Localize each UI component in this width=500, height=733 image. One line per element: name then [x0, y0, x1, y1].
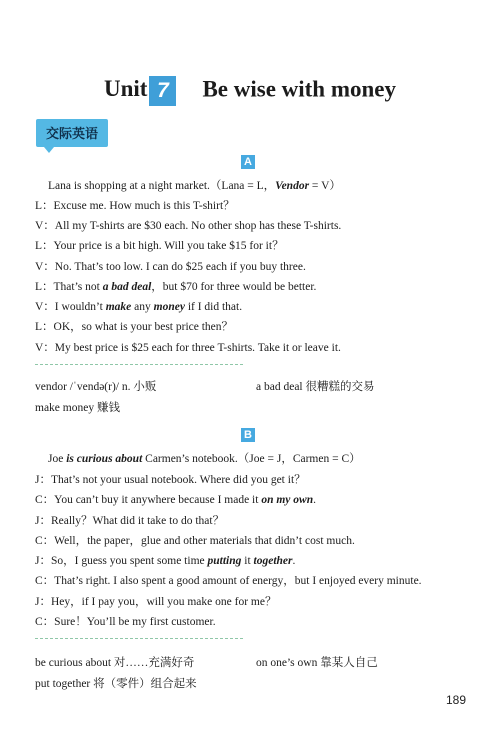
dialogue-line: J：Hey，if I pay you，will you make one for me？ [35, 596, 277, 608]
intro-text: Lana is shopping at a night market.（Lana = L， [48, 180, 276, 192]
dialogue-line: C：That’s right. I also spent a good amount of energy，but I enjoyed every minute. [35, 575, 422, 587]
line-text: V：I wouldn’t [35, 301, 106, 313]
dialogue-line: L：Excuse me. How much is this T-shirt？ [35, 200, 235, 212]
vocab-item [256, 654, 378, 670]
vocab-item [35, 675, 197, 691]
divider [35, 638, 243, 639]
dialogue-line: L：Your price is a bit high. Will you take $15 for it？ [35, 240, 284, 252]
vocab-text: on one’s own 靠某人自己 [256, 657, 378, 669]
dialogue-line: L：OK，so what is your best price then？ [35, 321, 234, 333]
key-phrase: make [105, 301, 132, 313]
vocab-text: be curious about 对……充满好奇 [35, 657, 195, 669]
intro-text-end: Carmen’s notebook.（Joe = J，Carmen = C） [142, 453, 361, 465]
dialogue-line [35, 278, 316, 294]
unit-title [0, 76, 500, 106]
dialogue-a-badge: A [241, 155, 255, 169]
dialogue-line: V：All my T-shirts are $30 each. No other shop has these T-shirts. [35, 220, 342, 232]
dialogue-line: C：Well，the paper，glue and other materials that didn’t cost much. [35, 535, 355, 547]
line-text: it [241, 555, 254, 567]
key-phrase: on my own [261, 494, 314, 506]
key-phrase: putting [207, 555, 242, 567]
line-text: . [292, 555, 296, 567]
dialogue-line [35, 552, 295, 568]
dialogue-line: V：No. That’s too low. I can do $25 each if you buy three. [35, 261, 306, 273]
key-phrase: is curious about [66, 453, 143, 465]
unit-word: Unit [103, 76, 148, 102]
vocab-item [256, 378, 375, 394]
line-text: . [313, 494, 316, 506]
dialogue-line [35, 298, 242, 314]
vocab-text: a bad deal 很糟糕的交易 [256, 381, 375, 393]
section-label: 交际英语 [36, 119, 108, 147]
dialogue-line: V：My best price is $25 each for three T-shirts. Take it or leave it. [35, 342, 341, 354]
dialogue-a-intro [48, 177, 341, 193]
vocab-item [35, 378, 156, 394]
dialogue-line: C：Sure！You’ll be my first customer. [35, 616, 216, 628]
intro-text-end: = V） [309, 180, 341, 192]
line-text: L：That’s not [35, 281, 103, 293]
line-text: if I did that. [184, 301, 243, 313]
divider [35, 364, 243, 365]
line-text: ，but $70 for three would be better. [151, 281, 317, 293]
line-text: any [131, 301, 154, 313]
vocab-item [35, 399, 120, 415]
line-text: C：You can’t buy it anywhere because I made it [35, 494, 262, 506]
line-text: J：So，I guess you spent some time [35, 555, 208, 567]
vocab-text: vendor /ˈvendə(r)/ n. 小贩 [35, 381, 157, 393]
dialogue-line: J：Really？What did it take to do that？ [35, 515, 225, 527]
intro-text: Joe [48, 453, 67, 465]
dialogue-b-badge: B [241, 428, 255, 442]
key-phrase: a bad deal [102, 281, 152, 293]
vocab-item [35, 654, 194, 670]
dialogue-line [35, 491, 316, 507]
intro-keyword: Vendor [275, 180, 310, 192]
page-number: 189 [446, 693, 467, 707]
dialogue-b-intro [48, 450, 361, 466]
vocab-text: put together 将（零件）组合起来 [35, 678, 197, 690]
key-phrase: together [253, 555, 293, 567]
vocab-text: make money 赚钱 [35, 402, 120, 414]
unit-name: Be wise with money [202, 76, 397, 102]
dialogue-line: J：That’s not your usual notebook. Where did you get it？ [35, 474, 306, 486]
key-phrase: money [153, 301, 185, 313]
unit-number-badge: 7 [149, 76, 176, 106]
